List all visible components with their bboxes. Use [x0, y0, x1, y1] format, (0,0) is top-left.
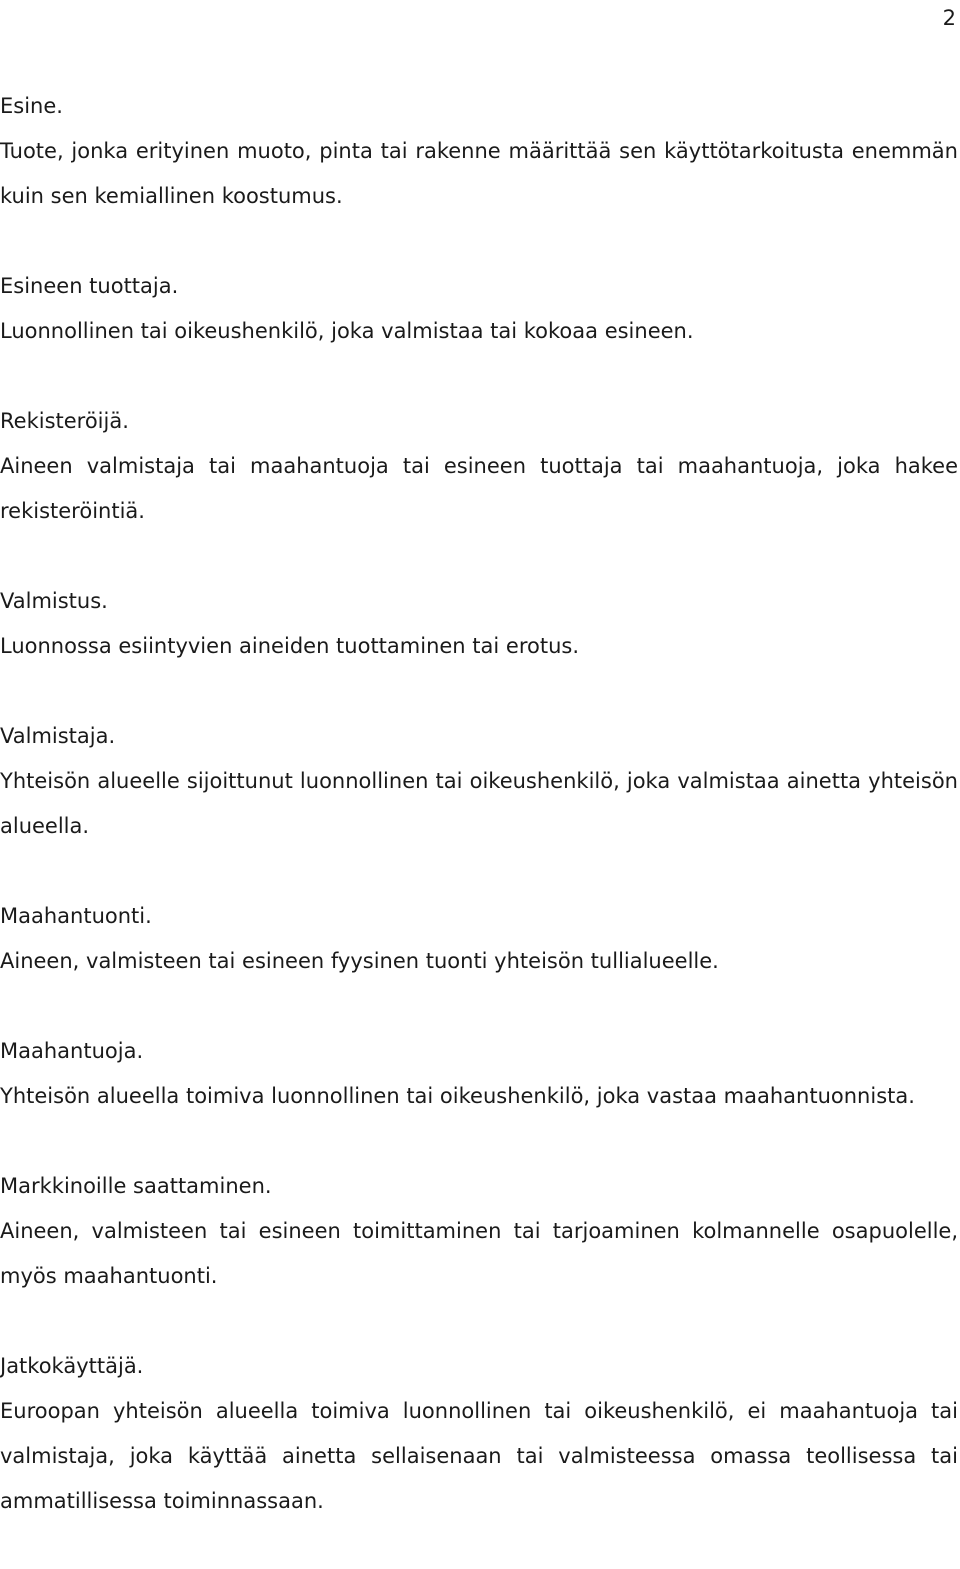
definition-term: Valmistus. [0, 589, 108, 613]
definition-term: Rekisteröijä. [0, 409, 129, 433]
definition-item [0, 264, 958, 354]
definition-description: Aineen valmistaja tai maahantuoja tai esineen tuottaja tai maahantuoja, joka hakee rekisteröintiä. [0, 454, 958, 523]
definition-item [0, 1344, 958, 1524]
page-number: 2 [942, 6, 956, 30]
definition-item [0, 1164, 958, 1299]
definition-description: Luonnollinen tai oikeushenkilö, joka valmistaa tai kokoaa esineen. [0, 319, 694, 343]
definition-item [0, 894, 958, 984]
definition-term: Jatkokäyttäjä. [0, 1354, 144, 1378]
definition-term: Esineen tuottaja. [0, 274, 179, 298]
definition-term: Valmistaja. [0, 724, 116, 748]
definition-description: Aineen, valmisteen tai esineen toimittaminen tai tarjoaminen kolmannelle osapuolelle, myös maahantuonti. [0, 1219, 958, 1288]
definition-description: Tuote, jonka erityinen muoto, pinta tai rakenne määrittää sen käyttötarkoitusta enemmän kuin sen kemiallinen koostumus. [0, 139, 958, 208]
definition-term: Maahantuonti. [0, 904, 152, 928]
definition-description: Luonnossa esiintyvien aineiden tuottaminen tai erotus. [0, 634, 579, 658]
definition-item [0, 714, 958, 849]
definition-description: Aineen, valmisteen tai esineen fyysinen tuonti yhteisön tullialueelle. [0, 949, 719, 973]
definition-description: Euroopan yhteisön alueella toimiva luonnollinen tai oikeushenkilö, ei maahantuoja tai valmistaja, joka käyttää ainetta sellaisenaan tai valmisteessa omassa teollisessa tai ammatillisessa toiminnassaan. [0, 1399, 958, 1513]
definition-item [0, 1029, 958, 1119]
definition-description: Yhteisön alueelle sijoittunut luonnollinen tai oikeushenkilö, joka valmistaa ainetta yhteisön alueella. [0, 769, 958, 838]
definition-term: Maahantuoja. [0, 1039, 144, 1063]
definition-item [0, 399, 958, 534]
definition-description: Yhteisön alueella toimiva luonnollinen tai oikeushenkilö, joka vastaa maahantuonnista. [0, 1084, 915, 1108]
definition-term: Markkinoille saattaminen. [0, 1174, 272, 1198]
definition-item [0, 84, 958, 219]
definition-term: Esine. [0, 94, 63, 118]
definition-item [0, 579, 958, 669]
definitions-list [0, 84, 958, 1569]
